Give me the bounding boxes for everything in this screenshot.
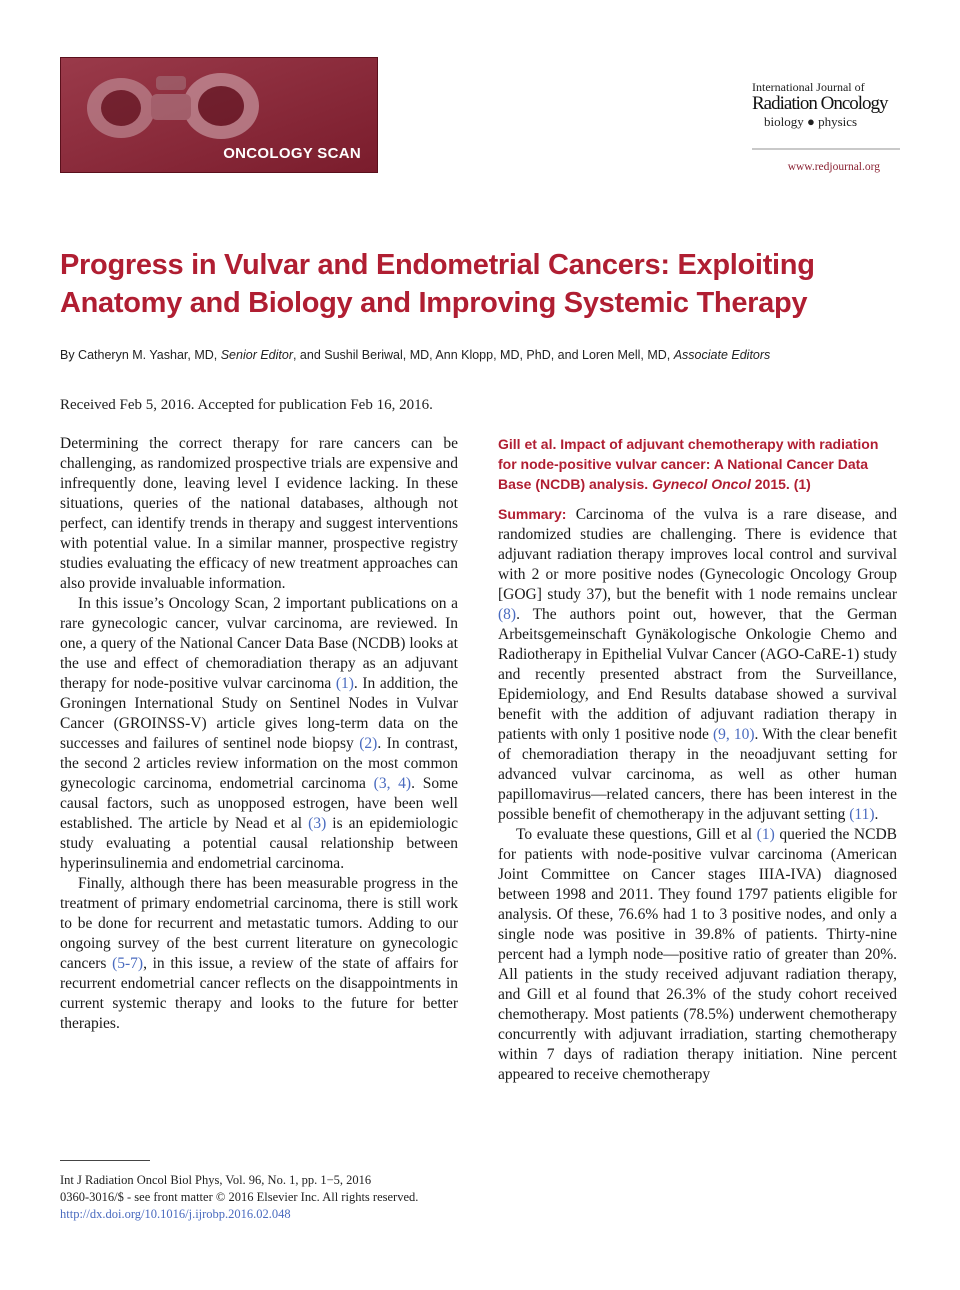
ref-link[interactable]: (1)	[756, 826, 775, 843]
findings-paragraph: To evaluate these questions, Gill et al (1) queried the NCDB for patients with node-positive vulvar carcinoma (American Joint Committee on Cancer stages IIIA-IVA) diagnosed between 1998 and 2011. They found 1797 patients eligible for analysis. Of these, 76.6% had 1 to 3 positive nodes, and only a single node was positive in 39.8% of patients. Thirty-nine percent had a lymph node—positive ratio of greater than 20%. All patients in the study received adjuvant radiation therapy, and Gill et al found that 26.3% of the study cohort received chemotherapy. Most patients (78.5%) underwent chemotherapy concurrently with adjuvant irradiation, starting chemotherapy within 7 days of radiation therapy initiation. Nine percent appeared to receive chemotherapy	[498, 826, 897, 1083]
ref-link[interactable]: (11)	[849, 806, 875, 823]
journal-name-line3: biology ● physics	[764, 114, 858, 129]
ref-link[interactable]: (9, 10)	[712, 726, 755, 743]
right-column	[498, 434, 897, 1085]
doi-link[interactable]: http://dx.doi.org/10.1016/j.ijrobp.2016.02.048	[60, 1207, 291, 1221]
ref-link[interactable]: (3)	[308, 815, 327, 832]
ref-link[interactable]: (8)	[498, 606, 517, 623]
author-role-associate: Associate Editors	[673, 348, 771, 362]
citation-line: Int J Radiation Oncol Biol Phys, Vol. 96, No. 1, pp. 1−5, 2016	[60, 1173, 372, 1187]
copyright-line: 0360-3016/$ - see front matter © 2016 Elsevier Inc. All rights reserved.	[60, 1190, 419, 1204]
journal-logo	[752, 80, 900, 130]
received-date: Received Feb 5, 2016. Accepted for publication Feb 16, 2016.	[60, 397, 433, 413]
authors-middle: , and Sushil Beriwal, MD, Ann Klopp, MD, PhD, and Loren Mell, MD,	[292, 348, 674, 362]
intro-paragraph-2: In this issue’s Oncology Scan, 2 important publications on a rare gynecologic cancer, vulvar carcinoma, are reviewed. In one, a query of the National Cancer Data Base (NCDB) looks at the use and effect of chemoradiation therapy as an adjuvant therapy for node-positive vulvar carcinoma (1). In addition, the Groningen International Study on Sentinel Nodes in Vulvar Cancer (GROINSS-V) article gives long-term data on the successes and failures of sentinel node biopsy (2). In contrast, the second 2 articles review information on the most common gynecologic carcinoma, endometrial carcinoma (3, 4). Some causal factors, such as unopposed estrogen, have been well established. The article by Nead et al (3) is an epidemiologic study evaluating a potential causal relationship between hyperinsulinemia and endometrial carcinoma.	[60, 595, 459, 872]
journal-name-line1: International Journal of	[752, 80, 865, 94]
summary-label: Summary:	[498, 506, 567, 522]
article-title: Progress in Vulvar and Endometrial Cancers: Exploiting Anatomy and Biology and Improving Systemic Therapy	[60, 249, 815, 319]
left-column	[60, 434, 458, 1034]
oncology-scan-banner	[60, 57, 378, 173]
reviewed-article-heading: Gill et al. Impact of adjuvant chemotherapy with radiation for node-positive vulvar cancer: A National Cancer Data Base (NCDB) analysis. Gynecol Oncol 2015. (1)	[498, 436, 879, 492]
summary-paragraph: Summary: Carcinoma of the vulva is a rare disease, and randomized studies are challenging. There is evidence that adjuvant radiation therapy improves local control and survival with 2 or more positive nodes (Gynecologic Oncology Group [GOG] study 37), but the benefit with 1 node remains unclear (8). The authors point out, however, that the German Arbeitsgemeinschaft Gynäkologische Onkologie Chemo and Radiotherapy in Epithelial Vulvar Cancer (AGO-CaRE-1) study and recently presented abstract from the Surveillance, Epidemiology, and End Results database showed a survival benefit with the addition of adjuvant radiation therapy in patients with only 1 positive node (9, 10). With the clear benefit of chemoradiation therapy in the neoadjuvant setting for advanced vulvar carcinoma, as well as other human papillomavirus—related cancers, there has been interest in the possible benefit of chemotherapy in the adjuvant setting (11).	[498, 506, 897, 823]
ref-link[interactable]: (3, 4)	[373, 775, 412, 792]
journal-divider	[752, 148, 900, 150]
journal-abbrev: Gynecol Oncol	[652, 476, 751, 492]
author-role-senior: Senior Editor	[220, 348, 293, 362]
ref-link[interactable]: (5-7)	[112, 955, 144, 972]
journal-url-link[interactable]: www.redjournal.org	[787, 161, 880, 173]
banner-label: ONCOLOGY SCAN	[223, 145, 361, 162]
intro-paragraph-3: Finally, although there has been measurable progress in the treatment of primary endometrial carcinoma, there is still work to be done for recurrent and metastatic tumors. Adding to our ongoing survey of the best current literature on gynecologic cancers (5-7), in this issue, a review of the state of affairs for recurrent endometrial cancer reflects on the disappointments in current systemic therapy and looks to the future for better therapies.	[60, 875, 458, 1032]
author-line	[60, 348, 900, 362]
authors-prefix: By Catheryn M. Yashar, MD,	[60, 348, 221, 362]
ref-link[interactable]: (1)	[335, 675, 354, 692]
footer-divider	[60, 1160, 150, 1161]
ref-link[interactable]: (2)	[359, 735, 378, 752]
journal-name-line2: Radiation Oncology	[752, 93, 888, 114]
intro-paragraph-1: Determining the correct therapy for rare cancers can be challenging, as randomized prospective trials are expensive and infrequently done, leaving level I evidence lacking. In these situations, queries of the national databases, although not perfect, can identify trends in therapy and suggest interventions with potential value. In a similar manner, prospective registry studies evaluating the efficacy of new treatment approaches can also provide invaluable information.	[60, 435, 458, 592]
footer	[60, 1172, 418, 1223]
